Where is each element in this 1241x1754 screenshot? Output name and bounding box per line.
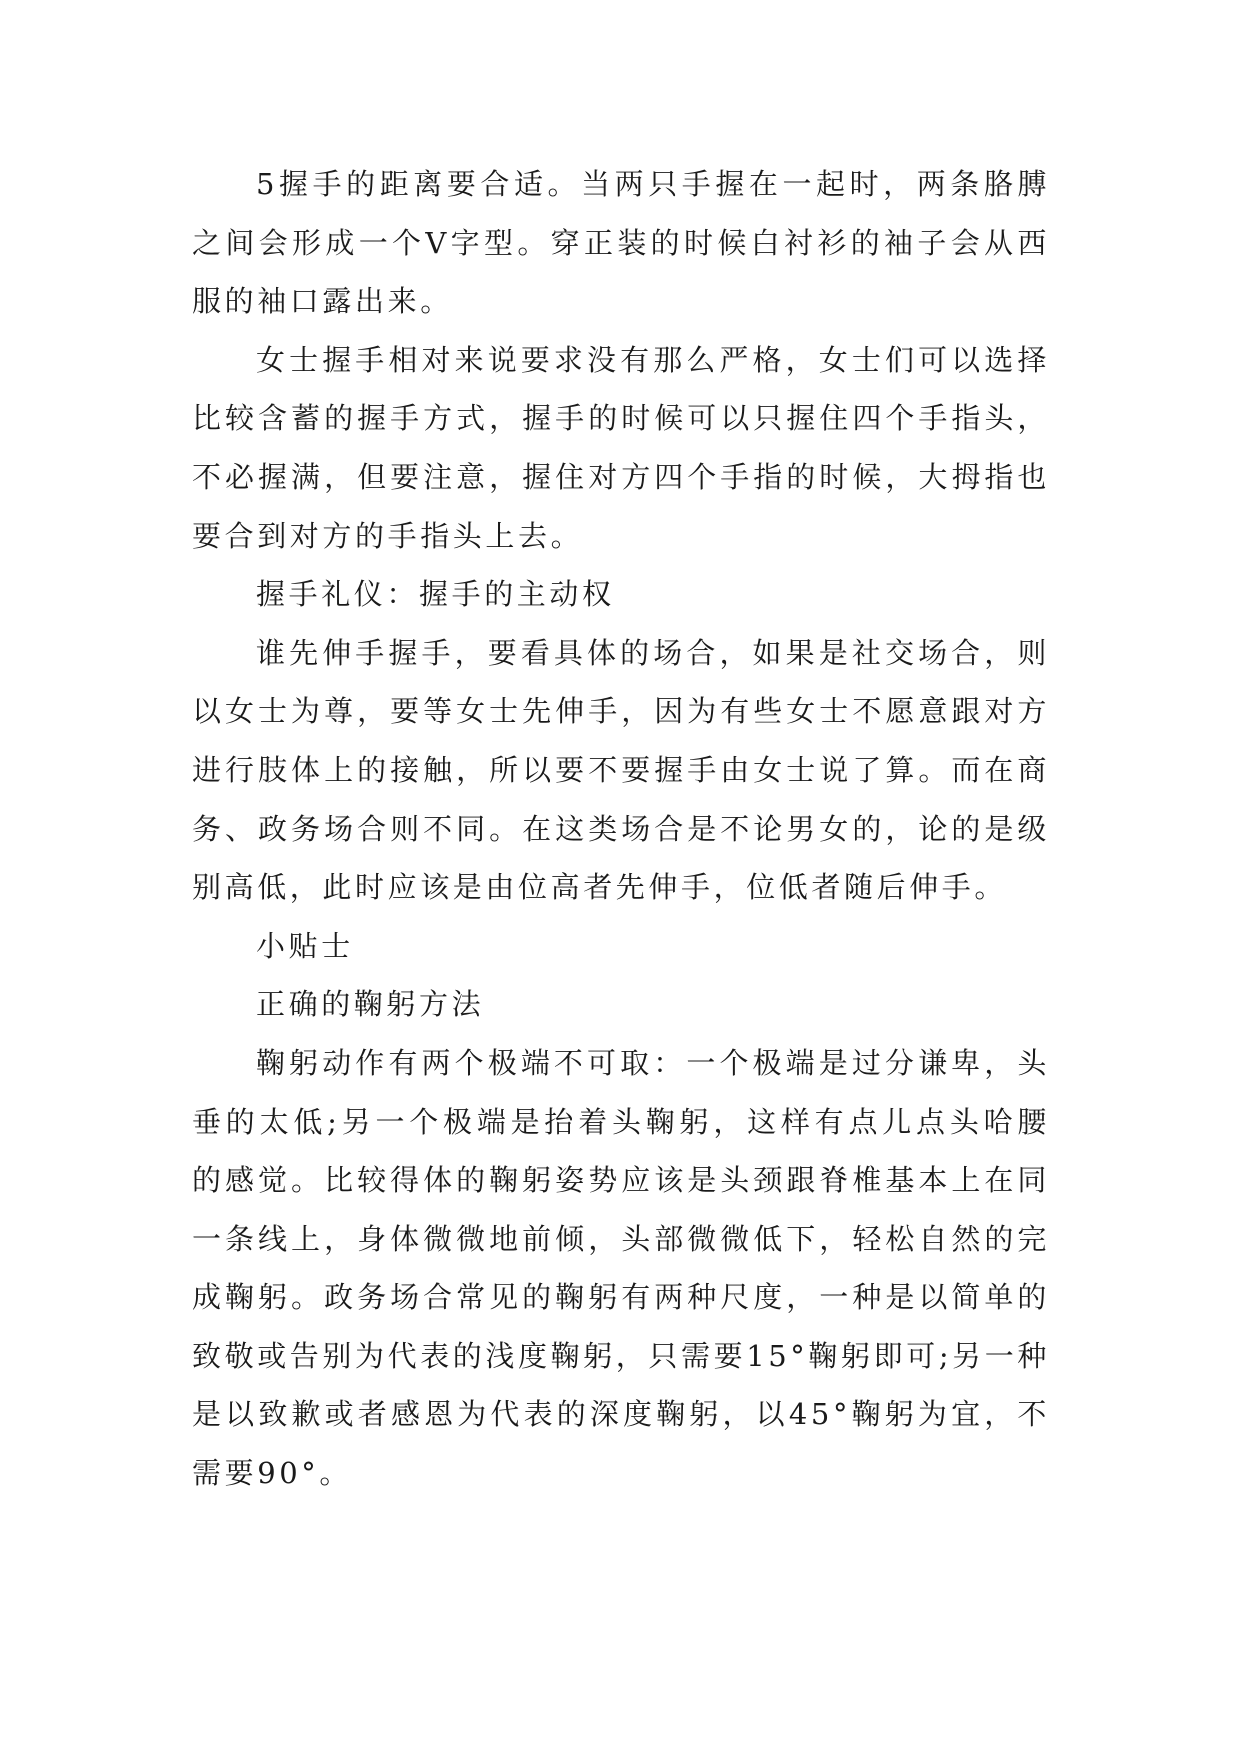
paragraph-handshake-distance: 5握手的距离要合适。当两只手握在一起时，两条胳膊之间会形成一个V字型。穿正装的时候白衬衫的袖子会从西服的袖口露出来。 [192,167,1050,319]
paragraph-women-handshake: 女士握手相对来说要求没有那么严格，女士们可以选择比较含蓄的握手方式，握手的时候可以只握住四个手指头，不必握满，但要注意，握住对方四个手指的时候，大拇指也要合到对方的手指头上去。 [192,342,1050,553]
heading-correct-bowing: 正确的鞠躬方法 [256,987,485,1022]
document-page [192,155,1050,1503]
heading-tips: 小贴士 [256,928,354,963]
paragraph-bowing-method: 鞠躬动作有两个极端不可取：一个极端是过分谦卑，头垂的太低;另一个极端是抬着头鞠躬，这样有点儿点头哈腰的感觉。比较得体的鞠躬姿势应该是头颈跟脊椎基本上在同一条线上，身体微微地前倾，头部微微低下，轻松自然的完成鞠躬。政务场合常见的鞠躬有两种尺度，一种是以简单的致敬或告别为代表的浅度鞠躬，只需要15°鞠躬即可;另一种是以致歉或者感恩为代表的深度鞠躬，以45°鞠躬为宜，不需要90°。 [192,1045,1050,1491]
paragraph-who-extends-hand: 谁先伸手握手，要看具体的场合，如果是社交场合，则以女士为尊，要等女士先伸手，因为有些女士不愿意跟对方进行肢体上的接触，所以要不要握手由女士说了算。而在商务、政务场合则不同。在这类场合是不论男女的，论的是级别高低，此时应该是由位高者先伸手，位低者随后伸手。 [192,635,1050,905]
heading-handshake-initiative: 握手礼仪：握手的主动权 [256,577,615,612]
